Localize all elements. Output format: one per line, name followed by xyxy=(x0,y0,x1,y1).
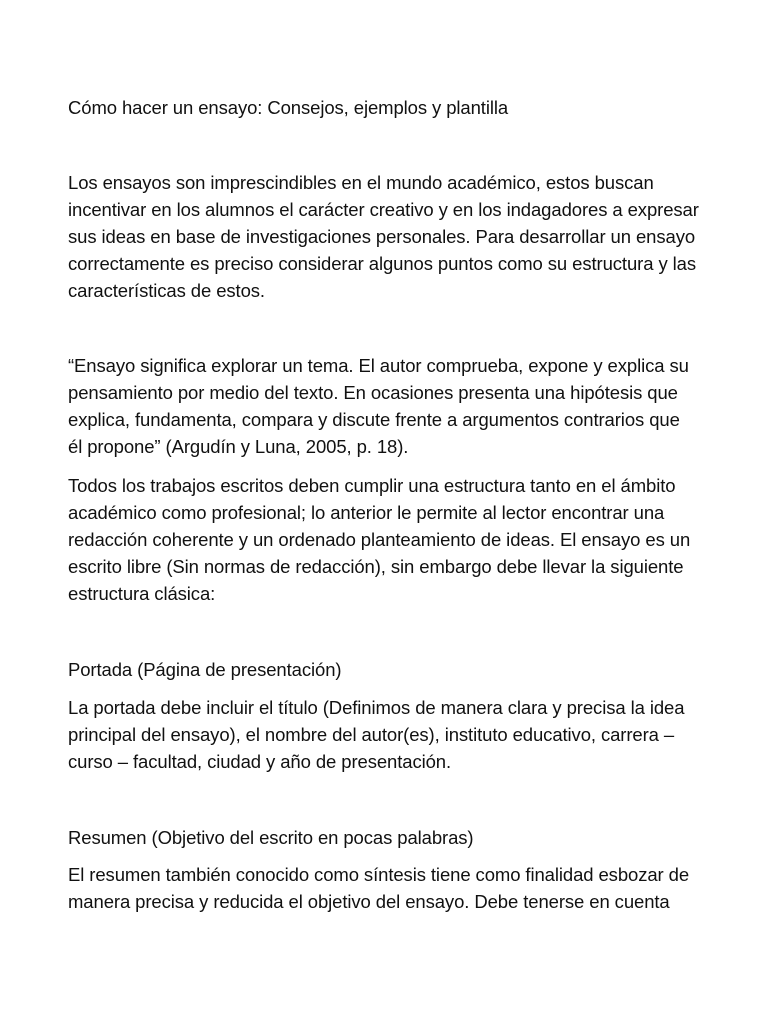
resumen-paragraph xyxy=(68,861,708,915)
intro-line: correctamente es preciso considerar algunos puntos como su estructura y las xyxy=(68,253,696,274)
quote-paragraph xyxy=(68,352,708,460)
intro-line: incentivar en los alumnos el carácter creativo y en los indagadores a expresar xyxy=(68,199,699,220)
quote-line: pensamiento por medio del texto. En ocasiones presenta una hipótesis que xyxy=(68,382,678,403)
quote-line: él propone” (Argudín y Luna, 2005, p. 18). xyxy=(68,436,409,457)
quote-line: “Ensayo significa explorar un tema. El autor comprueba, expone y explica su xyxy=(68,355,689,376)
structure-line: escrito libre (Sin normas de redacción), sin embargo debe llevar la siguiente xyxy=(68,556,684,577)
resumen-line: El resumen también conocido como síntesis tiene como finalidad esbozar de xyxy=(68,864,690,885)
intro-line: Los ensayos son imprescindibles en el mundo académico, estos buscan xyxy=(68,172,654,193)
structure-line: redacción coherente y un ordenado planteamiento de ideas. El ensayo es un xyxy=(68,529,691,550)
resumen-heading-line: Resumen (Objetivo del escrito en pocas palabras) xyxy=(68,827,474,848)
quote-line: explica, fundamenta, compara y discute frente a argumentos contrarios que xyxy=(68,409,680,430)
intro-paragraph xyxy=(68,169,708,304)
intro-line: sus ideas en base de investigaciones personales. Para desarrollar un ensayo xyxy=(68,226,696,247)
portada-line: principal del ensayo), el nombre del autor(es), instituto educativo, carrera – xyxy=(68,724,675,745)
intro-line: características de estos. xyxy=(68,280,265,301)
portada-line: curso – facultad, ciudad y año de presentación. xyxy=(68,751,452,772)
structure-paragraph xyxy=(68,472,708,607)
title-line: Cómo hacer un ensayo: Consejos, ejemplos y plantilla xyxy=(68,97,509,118)
structure-line: académico como profesional; lo anterior le permite al lector encontrar una xyxy=(68,502,665,523)
structure-line: estructura clásica: xyxy=(68,583,216,604)
portada-line: La portada debe incluir el título (Definimos de manera clara y precisa la idea xyxy=(68,697,685,718)
resumen-line: manera precisa y reducida el objetivo del ensayo. Debe tenerse en cuenta xyxy=(68,891,670,912)
structure-line: Todos los trabajos escritos deben cumplir una estructura tanto en el ámbito xyxy=(68,475,676,496)
portada-paragraph xyxy=(68,694,708,775)
resumen-heading xyxy=(68,824,708,851)
document-title xyxy=(68,94,708,121)
portada-heading xyxy=(68,656,708,683)
portada-heading-line: Portada (Página de presentación) xyxy=(68,659,342,680)
